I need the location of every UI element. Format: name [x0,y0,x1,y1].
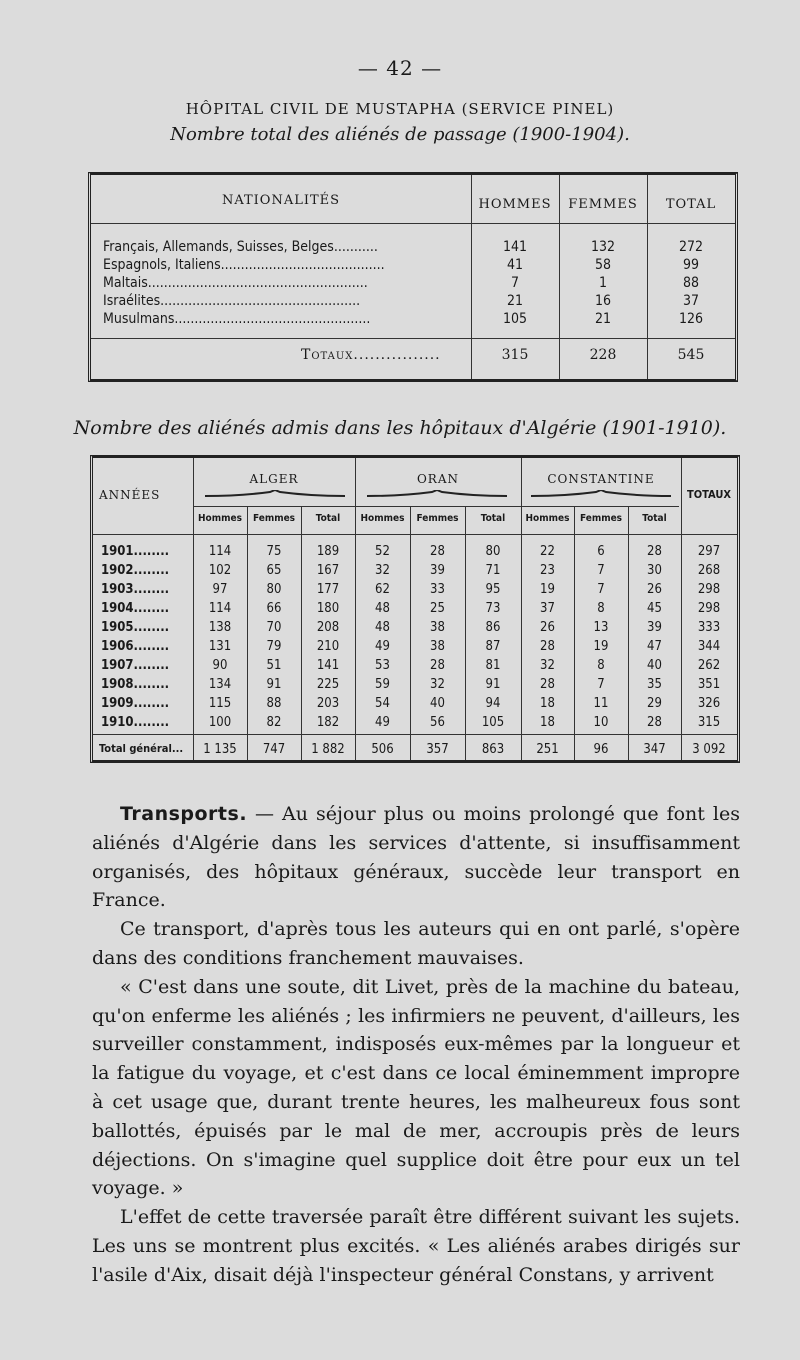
table-cell: 28 [540,677,555,692]
page-number: — 42 — [357,56,443,80]
table-cell: 351 [697,677,721,692]
header-totaux: TOTAUX [686,488,731,501]
year-label: 1904........ [101,601,170,616]
cell-total: 37 [682,293,700,309]
sub-hommes: Hommes [360,513,405,524]
table-cell: 80 [266,582,282,597]
table-cell: 87 [485,639,501,654]
table-cell: 13 [593,620,609,635]
table1-caption: Nombre total des aliénés de passage (1900-1904). [170,124,630,145]
year-label: 1903........ [101,582,170,597]
sub-total: Total [315,513,341,524]
grand-total-row [93,742,737,761]
table-cell: 225 [316,677,340,692]
table-cell: 747 [262,742,286,757]
table-cell: 90 [212,658,228,673]
table-cell: 82 [266,715,282,730]
header-femmes: FEMMES [568,197,638,212]
sub-total: Total [480,513,506,524]
table-cell: 100 [208,715,232,730]
table-cell: 1 135 [203,742,237,757]
table-cell: 48 [375,620,390,635]
table-cell: 19 [540,582,555,597]
paragraph: Ce transport, d'après tous les auteurs qui en ont parlé, s'opère dans des conditions franchement mauvaises. [92,918,740,969]
cell-femmes: 21 [594,311,612,327]
table-cell: 52 [375,544,390,559]
cell-hommes: 141 [502,239,528,255]
year-label: 1901........ [101,544,170,559]
table-cell: 40 [430,696,445,711]
header-hommes: HOMMES [478,197,552,212]
table-cell: 114 [208,544,232,559]
table-cell: 167 [316,563,340,578]
table-cell: 96 [593,742,609,757]
table-cell: 23 [540,563,555,578]
table-cell: 81 [485,658,501,673]
cell-total: 99 [682,257,700,273]
table-cell: 51 [266,658,282,673]
table-cell: 97 [212,582,228,597]
table-cell: 38 [430,639,445,654]
cell-hommes: 7 [510,275,519,291]
table-cell: 32 [375,563,390,578]
table-row [93,563,737,582]
hospital-title: HÔPITAL CIVIL DE MUSTAPHA (SERVICE PINEL) [185,100,615,118]
table-cell: 75 [266,544,282,559]
header-oran: ORAN [416,472,460,486]
total-hommes: 315 [501,347,529,363]
sub-hommes: Hommes [198,513,242,524]
table-cell: 7 [597,677,605,692]
table1-header-rule [91,223,735,224]
table-cell: 35 [647,677,662,692]
table-row [91,257,735,274]
row-label: Israélites.................................................. [103,293,361,309]
table-cell: 29 [647,696,662,711]
table-cell: 18 [540,715,555,730]
cell-femmes: 58 [594,257,612,273]
total-total: 545 [677,347,705,363]
table1-total-rule [91,338,735,339]
table2-caption: Nombre des aliénés admis dans les hôpitaux d'Algérie (1901-1910). [73,417,727,439]
cell-total: 272 [678,239,704,255]
table-cell: 138 [208,620,232,635]
body-text [92,800,740,1290]
table-cell: 8 [597,601,605,616]
table-cell: 40 [647,658,662,673]
table-cell: 6 [597,544,605,559]
table2-total-rule [93,734,737,735]
table-cell: 88 [266,696,282,711]
table-cell: 203 [316,696,340,711]
brace-constantine [531,490,671,498]
table-cell: 56 [430,715,445,730]
table-cell: 80 [485,544,501,559]
table-cell: 28 [647,544,662,559]
table-cell: 115 [208,696,232,711]
brace-oran [367,490,507,498]
table-row [93,715,737,734]
table-row [91,293,735,310]
cell-femmes: 132 [590,239,616,255]
year-label: 1902........ [101,563,170,578]
table-cell: 105 [481,715,505,730]
table-cell: 66 [266,601,282,616]
cell-femmes: 16 [594,293,612,309]
sub-femmes: Femmes [579,513,623,524]
table-cell: 28 [430,658,445,673]
table-cell: 262 [697,658,721,673]
table-cell: 45 [647,601,662,616]
cell-femmes: 1 [598,275,607,291]
table-cell: 506 [371,742,394,757]
table-cell: 182 [316,715,340,730]
table-cell: 32 [430,677,445,692]
table-cell: 210 [316,639,340,654]
year-label: 1907........ [101,658,170,673]
table-cell: 268 [697,563,721,578]
header-annees: ANNÉES [99,488,161,502]
table-row [93,582,737,601]
table-cell: 10 [593,715,609,730]
table-cell: 37 [540,601,555,616]
table-row [93,696,737,715]
table-cell: 177 [316,582,340,597]
table-cell: 25 [430,601,445,616]
table-cell: 94 [485,696,501,711]
table-cell: 7 [597,582,605,597]
table-cell: 315 [697,715,721,730]
table-cell: 86 [485,620,501,635]
table-cell: 1 882 [311,742,345,757]
table-cell: 91 [485,677,501,692]
table-cell: 30 [647,563,662,578]
year-label: 1906........ [101,639,170,654]
sub-femmes: Femmes [252,513,296,524]
year-label: 1909........ [101,696,170,711]
totals-label: Totaux................ [301,347,441,363]
header-total: TOTAL [665,197,717,212]
table2-header-rule [93,534,737,535]
paragraph: « C'est dans une soute, dit Livet, près de la machine du bateau, qu'on enferme les aliénés ; les infirmiers ne peuvent, d'ailleurs, les surveiller constamment, indisposés eux-mêmes par la longueur et la fatigue du voyage, et c'est dans ce local éminemment impropre à cet usage que, durant trente heures, les malheureux fous sont ballottés, épuisés par le mal de mer, accroupis près de leurs déjections. On s'imagine quel supplice doit être pour eux un tel voyage. » [92,975,740,1200]
section-heading: Transports. [120,803,248,825]
table-row [93,620,737,639]
paragraph: L'effet de cette traversée paraît être différent suivant les sujets. Les uns se montrent plus excités. « Les aliénés arabes dirigés sur l'asile d'Aix, disait déjà l'inspecteur général Constans, y arrivent [92,1206,740,1286]
table-cell: 3 092 [692,742,726,757]
table-cell: 32 [540,658,555,673]
table-cell: 95 [485,582,501,597]
year-label: 1910........ [101,715,170,730]
table-row [93,658,737,677]
table-cell: 79 [266,639,282,654]
cell-hommes: 105 [502,311,528,327]
header-nationalites: NATIONALITÉS [221,193,341,208]
table-nationalities [88,172,738,382]
table-row [93,639,737,658]
table-cell: 28 [430,544,445,559]
row-label: Maltais....................................................... [103,275,368,291]
row-label: Français, Allemands, Suisses, Belges........... [103,239,378,255]
sub-femmes: Femmes [416,513,459,524]
grand-total-label: Total général... [99,742,184,755]
paragraph-text: — Au séjour plus ou moins prolongé que font les aliénés d'Algérie dans les services d'attente, si insuffisamment organisés, des hôpitaux généraux, succède leur transport en France. [92,803,740,912]
table-cell: 28 [540,639,555,654]
table-row [91,275,735,292]
table-cell: 91 [266,677,282,692]
total-femmes: 228 [589,347,617,363]
cell-total: 126 [678,311,704,327]
table-cell: 298 [697,582,721,597]
table-cell: 19 [593,639,609,654]
table-cell: 134 [208,677,232,692]
year-label: 1905........ [101,620,170,635]
table-cell: 49 [375,639,390,654]
table-cell: 326 [697,696,721,711]
table-cell: 357 [426,742,449,757]
table-cell: 298 [697,601,721,616]
table-cell: 49 [375,715,390,730]
table-cell: 54 [375,696,390,711]
table-cell: 39 [430,563,445,578]
table-cell: 131 [208,639,232,654]
table-cell: 114 [208,601,232,616]
table-cell: 62 [375,582,390,597]
table-cell: 863 [481,742,505,757]
table-cell: 297 [697,544,721,559]
table-row [91,311,735,328]
table-cell: 26 [540,620,555,635]
table-cell: 208 [316,620,340,635]
table-cell: 180 [316,601,340,616]
table-cell: 251 [536,742,559,757]
table2-group-rule [193,506,679,507]
table-cell: 65 [266,563,282,578]
table-row [91,239,735,256]
table-cell: 28 [647,715,662,730]
table-cell: 344 [697,639,721,654]
table-cell: 71 [485,563,501,578]
paragraph [92,800,740,915]
table-cell: 189 [316,544,340,559]
row-label: Espagnols, Italiens......................................... [103,257,385,273]
table-row [93,677,737,696]
year-label: 1908........ [101,677,170,692]
cell-total: 88 [682,275,700,291]
table-cell: 26 [647,582,662,597]
row-label: Musulmans................................................. [103,311,371,327]
table-cell: 39 [647,620,662,635]
cell-hommes: 41 [506,257,524,273]
table-cell: 47 [647,639,662,654]
table-cell: 59 [375,677,390,692]
table-cell: 38 [430,620,445,635]
sub-hommes: Hommes [525,513,570,524]
table-cell: 70 [266,620,282,635]
header-constantine: CONSTANTINE [547,472,655,486]
table-admissions [90,455,740,763]
brace-alger [205,490,345,498]
table-cell: 7 [597,563,605,578]
table-cell: 8 [597,658,605,673]
table-cell: 53 [375,658,390,673]
table-cell: 333 [697,620,721,635]
table-cell: 48 [375,601,390,616]
table-row [93,544,737,563]
cell-hommes: 21 [506,293,524,309]
table-cell: 141 [316,658,340,673]
table-cell: 347 [643,742,666,757]
table-cell: 33 [430,582,445,597]
table-cell: 22 [540,544,555,559]
table-cell: 73 [485,601,501,616]
table-cell: 18 [540,696,555,711]
table-cell: 102 [208,563,232,578]
header-alger: ALGER [249,472,299,486]
table-cell: 11 [593,696,609,711]
sub-total: Total [642,513,667,524]
table-row [93,601,737,620]
